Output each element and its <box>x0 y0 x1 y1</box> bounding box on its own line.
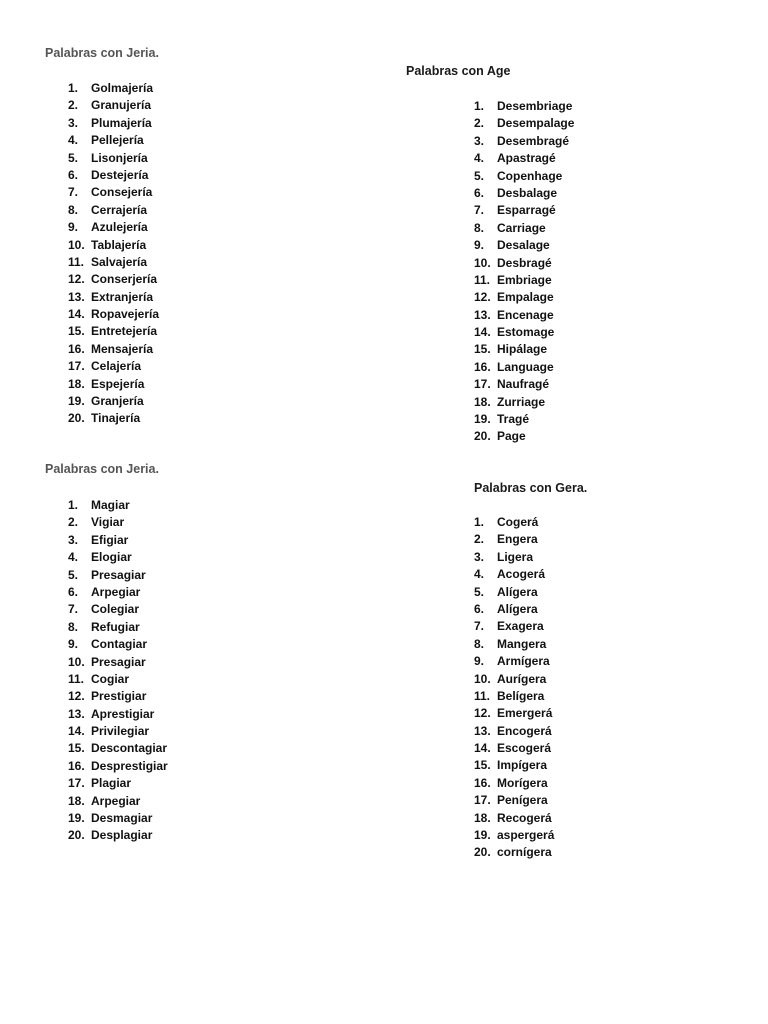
list-item: 20. Page <box>474 428 498 445</box>
list-item-word: Golmajería <box>91 81 154 95</box>
list-item: 8. Refugiar <box>68 619 92 636</box>
list-item-word: Apastragé <box>497 151 556 166</box>
list-item: 16. Desprestigiar <box>68 758 92 775</box>
word-list <box>68 497 168 845</box>
list-item-word: Presagiar <box>91 567 146 582</box>
list-item: 2. Engera <box>474 531 498 548</box>
list-item: 2. Desempalage <box>474 115 498 132</box>
list-item: 13. Encogerá <box>474 723 498 740</box>
list-item-word: Page <box>497 429 526 444</box>
list-item-word: Tragé <box>497 412 530 427</box>
list-item: 18. Arpegiar <box>68 793 92 810</box>
list-item: 19. Desmagiar <box>68 810 92 827</box>
list-item-word: Celajería <box>91 359 142 374</box>
list-item-word: Entretejería <box>91 324 158 339</box>
list-item-word: Efigiar <box>91 532 129 547</box>
list-item: 9. Azulejería <box>68 219 92 236</box>
list-item: 12. Prestigiar <box>68 688 92 705</box>
list-item-word: Destejería <box>91 167 149 182</box>
list-item: 4. Acogerá <box>474 566 498 583</box>
list-item-word: Extranjería <box>91 289 154 304</box>
list-item: 3. Plumajería <box>68 115 92 132</box>
list-item: 15. Descontagiar <box>68 740 92 757</box>
list-item-word: Hipálage <box>497 342 548 357</box>
list-item-word: Penígera <box>497 793 548 808</box>
list-item: 17. Penígera <box>474 792 498 809</box>
list-item-word: Cogerá <box>497 515 539 529</box>
list-item-word: Recogerá <box>497 810 552 825</box>
list-item-word: Salvajería <box>91 254 148 269</box>
list-item: 10. Aurígera <box>474 671 498 688</box>
list-item: 11. Belígera <box>474 688 498 705</box>
word-list <box>474 514 555 862</box>
word-list-jeria-2 <box>68 497 168 845</box>
list-item: 6. Arpegiar <box>68 584 92 601</box>
list-item-word: Vigiar <box>91 515 125 530</box>
list-item: 9. Armígera <box>474 653 498 670</box>
list-item-word: Desplagiar <box>91 828 153 843</box>
list-item-word: Engera <box>497 532 538 547</box>
list-item-word: Desempalage <box>497 116 575 131</box>
list-item-word: Granjería <box>91 394 144 409</box>
list-item: 4. Elogiar <box>68 549 92 566</box>
word-list-age <box>474 98 575 446</box>
list-item: 12. Emergerá <box>474 705 498 722</box>
list-item-word: Prestigiar <box>91 689 147 704</box>
list-item: 5. Lisonjería <box>68 150 92 167</box>
list-item-word: Alígera <box>497 601 538 616</box>
list-item-word: Contagiar <box>91 637 148 652</box>
list-item-word: Carriage <box>497 220 546 235</box>
list-item-word: Mensajería <box>91 341 154 356</box>
list-item: 1. Desembriage <box>474 98 498 115</box>
list-item-word: Mangera <box>497 636 547 651</box>
list-item-word: Magiar <box>91 498 130 512</box>
list-item: 10. Tablajería <box>68 237 92 254</box>
list-item-word: Desalage <box>497 238 550 253</box>
list-item-word: Aprestigiar <box>91 706 155 721</box>
list-item-word: Impígera <box>497 758 548 773</box>
list-item: 15. Entretejería <box>68 323 92 340</box>
list-item-word: Colegiar <box>91 602 140 617</box>
list-item-word: Esparragé <box>497 203 556 218</box>
list-item: 20. cornígera <box>474 844 498 861</box>
list-item: 7. Consejería <box>68 184 92 201</box>
list-item: 3. Desembragé <box>474 133 498 150</box>
list-item-word: Desembragé <box>497 133 570 148</box>
list-item: 14. Escogerá <box>474 740 498 757</box>
list-item-word: Language <box>497 359 554 374</box>
list-item-word: Azulejería <box>91 220 148 235</box>
list-item: 7. Esparragé <box>474 202 498 219</box>
list-item: 15. Hipálage <box>474 341 498 358</box>
list-item: 13. Encenage <box>474 307 498 324</box>
list-item-word: Estomage <box>497 325 555 340</box>
list-item-word: Desbragé <box>497 255 552 270</box>
list-item-word: Conserjería <box>91 272 158 287</box>
list-item: 13. Aprestigiar <box>68 706 92 723</box>
list-item: 2. Granujería <box>68 97 92 114</box>
word-list-gera <box>474 514 555 862</box>
list-item: 12. Conserjería <box>68 271 92 288</box>
word-list-jeria-1 <box>68 80 160 428</box>
list-item: 6. Desbalage <box>474 185 498 202</box>
list-item: 8. Carriage <box>474 220 498 237</box>
list-item-word: Arpegiar <box>91 793 141 808</box>
list-item-word: Encogerá <box>497 723 552 738</box>
list-item: 6. Alígera <box>474 601 498 618</box>
list-item: 16. Language <box>474 359 498 376</box>
list-item-word: Emergerá <box>497 706 553 721</box>
list-item-word: Plagiar <box>91 776 132 791</box>
list-item-word: Exagera <box>497 619 544 634</box>
list-item: 3. Ligera <box>474 549 498 566</box>
list-item-word: Embriage <box>497 272 552 287</box>
list-item: 19. aspergerá <box>474 827 498 844</box>
list-item-word: Lisonjería <box>91 150 148 165</box>
list-item-word: Aurígera <box>497 671 547 686</box>
list-item: 5. Copenhage <box>474 168 498 185</box>
list-item-word: Espejería <box>91 376 145 391</box>
list-item: 12. Empalage <box>474 289 498 306</box>
list-item: 20. Desplagiar <box>68 827 92 844</box>
list-item: 4. Pellejería <box>68 132 92 149</box>
list-item-word: Tablajería <box>91 237 147 252</box>
list-item-word: Naufragé <box>497 377 550 392</box>
list-item: 1. Cogerá <box>474 514 498 531</box>
list-item: 18. Espejería <box>68 376 92 393</box>
list-item-word: Plumajería <box>91 115 152 130</box>
list-item: 9. Desalage <box>474 237 498 254</box>
section-heading: Palabras con Jeria. <box>45 46 159 60</box>
list-item: 20. Tinajería <box>68 410 92 427</box>
section-heading: Palabras con Gera. <box>474 481 588 495</box>
list-item: 17. Naufragé <box>474 376 498 393</box>
list-item: 8. Cerrajería <box>68 202 92 219</box>
list-item: 1. Magiar <box>68 497 92 514</box>
list-item: 11. Cogiar <box>68 671 92 688</box>
list-item: 6. Destejería <box>68 167 92 184</box>
list-item: 2. Vigiar <box>68 514 92 531</box>
list-item: 11. Salvajería <box>68 254 92 271</box>
list-item: 17. Celajería <box>68 358 92 375</box>
list-item-word: Arpegiar <box>91 584 141 599</box>
list-item-word: Desprestigiar <box>91 758 168 773</box>
list-item-word: Escogerá <box>497 741 552 756</box>
list-item-word: Copenhage <box>497 168 563 183</box>
list-item-word: Descontagiar <box>91 741 168 756</box>
list-item: 5. Alígera <box>474 584 498 601</box>
list-item: 3. Efigiar <box>68 532 92 549</box>
list-item-word: Privilegiar <box>91 724 150 739</box>
list-item: 7. Colegiar <box>68 601 92 618</box>
list-item-word: Tinajería <box>91 411 141 426</box>
list-item: 7. Exagera <box>474 618 498 635</box>
list-item: 11. Embriage <box>474 272 498 289</box>
list-item-word: Morígera <box>497 775 548 790</box>
list-item: 15. Impígera <box>474 757 498 774</box>
list-item: 8. Mangera <box>474 636 498 653</box>
list-item: 9. Contagiar <box>68 636 92 653</box>
list-item: 19. Tragé <box>474 411 498 428</box>
list-item-word: Ligera <box>497 549 534 564</box>
list-item-word: aspergerá <box>497 828 555 843</box>
list-item: 14. Ropavejería <box>68 306 92 323</box>
list-item: 14. Privilegiar <box>68 723 92 740</box>
list-item-word: Desembriage <box>497 99 573 113</box>
list-item: 18. Zurriage <box>474 394 498 411</box>
list-item: 13. Extranjería <box>68 289 92 306</box>
list-item-word: Ropavejería <box>91 307 160 322</box>
section-heading: Palabras con Age <box>406 64 511 78</box>
list-item: 16. Mensajería <box>68 341 92 358</box>
list-item: 19. Granjería <box>68 393 92 410</box>
list-item-word: Acogerá <box>497 567 546 582</box>
list-item-word: Refugiar <box>91 619 140 634</box>
list-item-word: Belígera <box>497 688 545 703</box>
list-item-word: Empalage <box>497 290 554 305</box>
list-item-word: Cogiar <box>91 671 130 686</box>
list-item-word: Encenage <box>497 307 554 322</box>
list-item-word: Cerrajería <box>91 202 148 217</box>
list-item-word: Armígera <box>497 654 550 669</box>
list-item: 4. Apastragé <box>474 150 498 167</box>
list-item: 14. Estomage <box>474 324 498 341</box>
list-item-word: Desmagiar <box>91 811 153 826</box>
list-item-word: cornígera <box>497 845 552 860</box>
list-item: 10. Desbragé <box>474 255 498 272</box>
list-item-word: Zurriage <box>497 394 546 409</box>
list-item: 1. Golmajería <box>68 80 92 97</box>
list-item: 16. Morígera <box>474 775 498 792</box>
list-item: 10. Presagiar <box>68 654 92 671</box>
list-item-word: Consejería <box>91 185 153 200</box>
list-item-word: Pellejería <box>91 133 144 148</box>
list-item: 18. Recogerá <box>474 810 498 827</box>
word-list <box>474 98 575 446</box>
list-item: 5. Presagiar <box>68 567 92 584</box>
list-item-word: Elogiar <box>91 550 132 565</box>
list-item-word: Alígera <box>497 584 538 599</box>
word-list <box>68 80 160 428</box>
section-heading: Palabras con Jeria. <box>45 462 159 476</box>
list-item-word: Granujería <box>91 98 152 113</box>
list-item: 17. Plagiar <box>68 775 92 792</box>
list-item-word: Desbalage <box>497 185 558 200</box>
list-item-word: Presagiar <box>91 654 146 669</box>
